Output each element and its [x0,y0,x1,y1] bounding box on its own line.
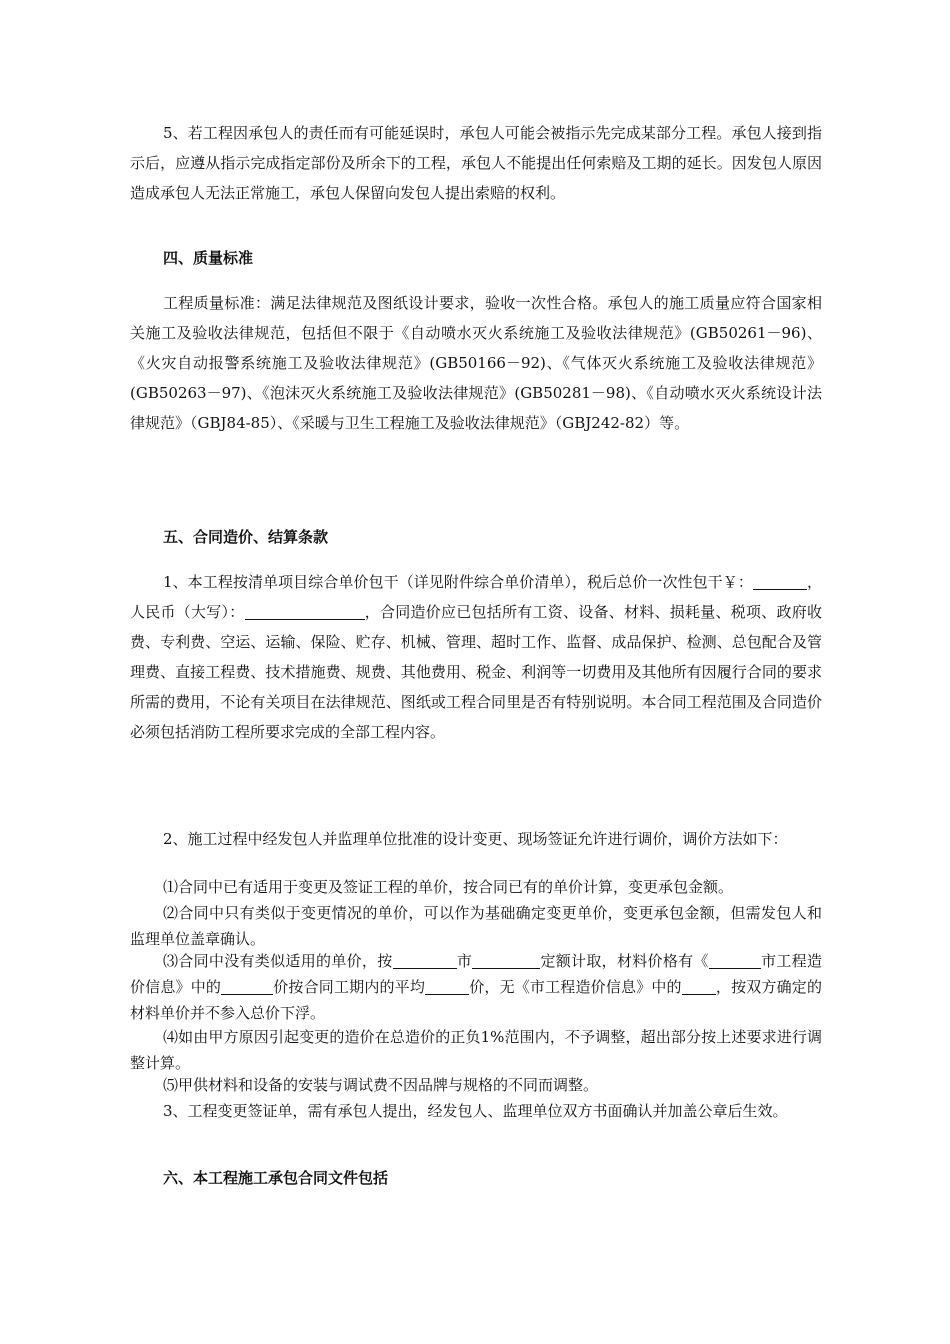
clause-1-text-c: ，合同造价应已包括所有工资、设备、材料、损耗量、税项、政府收费、专利费、空运、运输、保险、贮存、机械、管理、超时工作、监督、成品保护、检测、总包配合及管理费、直接工程费、技术措施费、规费、其他费用、税金、利润等一切费用及其他所有因履行合同的要求所需的费用，不论有关项目在法律规范、图纸或工程合同里是否有特别说明。本合同工程范围及合同造价必须包括消防工程所要求完成的全部工程内容。 [130,603,822,741]
clause-2-adjustment: 2、施工过程中经发包人并监理单位批准的设计变更、现场签证允许进行调价，调价方法如下： [163,830,788,848]
section-heading-contract-price: 五、合同造价、结算条款 [163,528,329,546]
adjust-item-3 [130,948,822,1026]
clause-1-text-a: 1、本工程按清单项目综合单价包干（详见附件综合单价清单），税后总价一次性包干￥： [163,573,753,591]
clause-3-change-order: 3、工程变更签证单，需有承包人提出，经发包人、监理单位双方书面确认并加盖公章后生效。 [163,1102,788,1120]
item-3-text-e: 价按合同工期内的平均 [273,978,426,996]
quality-standard-text: 工程质量标准：满足法律规范及图纸设计要求，验收一次性合格。承包人的施工质量应符合国家相关施工及验收法律规范，包括但不限于《自动喷水灭火系统施工及验收法律规范》(GB50261－96)、《火灾自动报警系统施工及验收法律规范》(GB50166－92)、《气体灭火系统施工及验收法律规范》(GB50263－97)、《泡沫灭火系统施工及验收法律规范》(GB50281－98)、《自动喷水灭火系统设计法律规范》（GBJ84-85）、《采暖与卫生工程施工及验收法律规范》（GBJ242-82）等。 [130,294,822,432]
item-3-text-d: 市工程造价信息》中的 [130,952,822,996]
city-blank-1 [393,952,457,969]
item-3-text-f: 价，无《市工程造价信息》中的 [469,978,682,996]
item-3-text-a: ⑶合同中没有类似适用的单价，按 [163,952,393,970]
total-price-blank [753,573,807,590]
quota-blank [472,952,540,969]
item-3-text-c: 定额计取，材料价格有《 [540,952,709,970]
section-heading-quality: 四、质量标准 [163,249,254,267]
adjust-item-1: ⑴合同中已有适用于变更及签证工程的单价，按合同已有的单价计算，变更承包金额。 [163,878,734,896]
average-price-blank [425,978,469,995]
adjust-item-2: ⑵合同中只有类似于变更情况的单价，可以作为基础确定变更单价，变更承包金额，但需发包人和监理单位盖章确认。 [130,904,822,948]
adjust-item-5: ⑸甲供材料和设备的安装与调试费不因品牌与规格的不同而调整。 [163,1076,599,1094]
item-3-text-b: 市 [456,952,473,970]
price-type-blank [221,978,273,995]
city-blank-2 [709,952,761,969]
section-heading-contract-documents: 六、本工程施工承包合同文件包括 [163,1169,389,1187]
item-3-text-g: ，按双方确定的材料单价并不参入总价下浮。 [130,978,822,1022]
info-blank [682,978,716,995]
paragraph-clause-5: 5、若工程因承包人的责任而有可能延误时，承包人可能会被指示先完成某部分工程。承包人接到指示后，应遵从指示完成指定部份及所余下的工程，承包人不能提出任何索赔及工期的延长。因发包人原因造成承包人无法正常施工，承包人保留向发包人提出索赔的权利。 [130,124,822,202]
price-in-words-blank [245,603,365,620]
clause-1-text-b: ，人民币（大写）： [130,573,822,621]
adjust-item-4: ⑷如由甲方原因引起变更的造价在总造价的正负1%范围内，不予调整，超出部分按上述要求进行调整计算。 [130,1028,822,1072]
clause-1-price [130,567,822,747]
